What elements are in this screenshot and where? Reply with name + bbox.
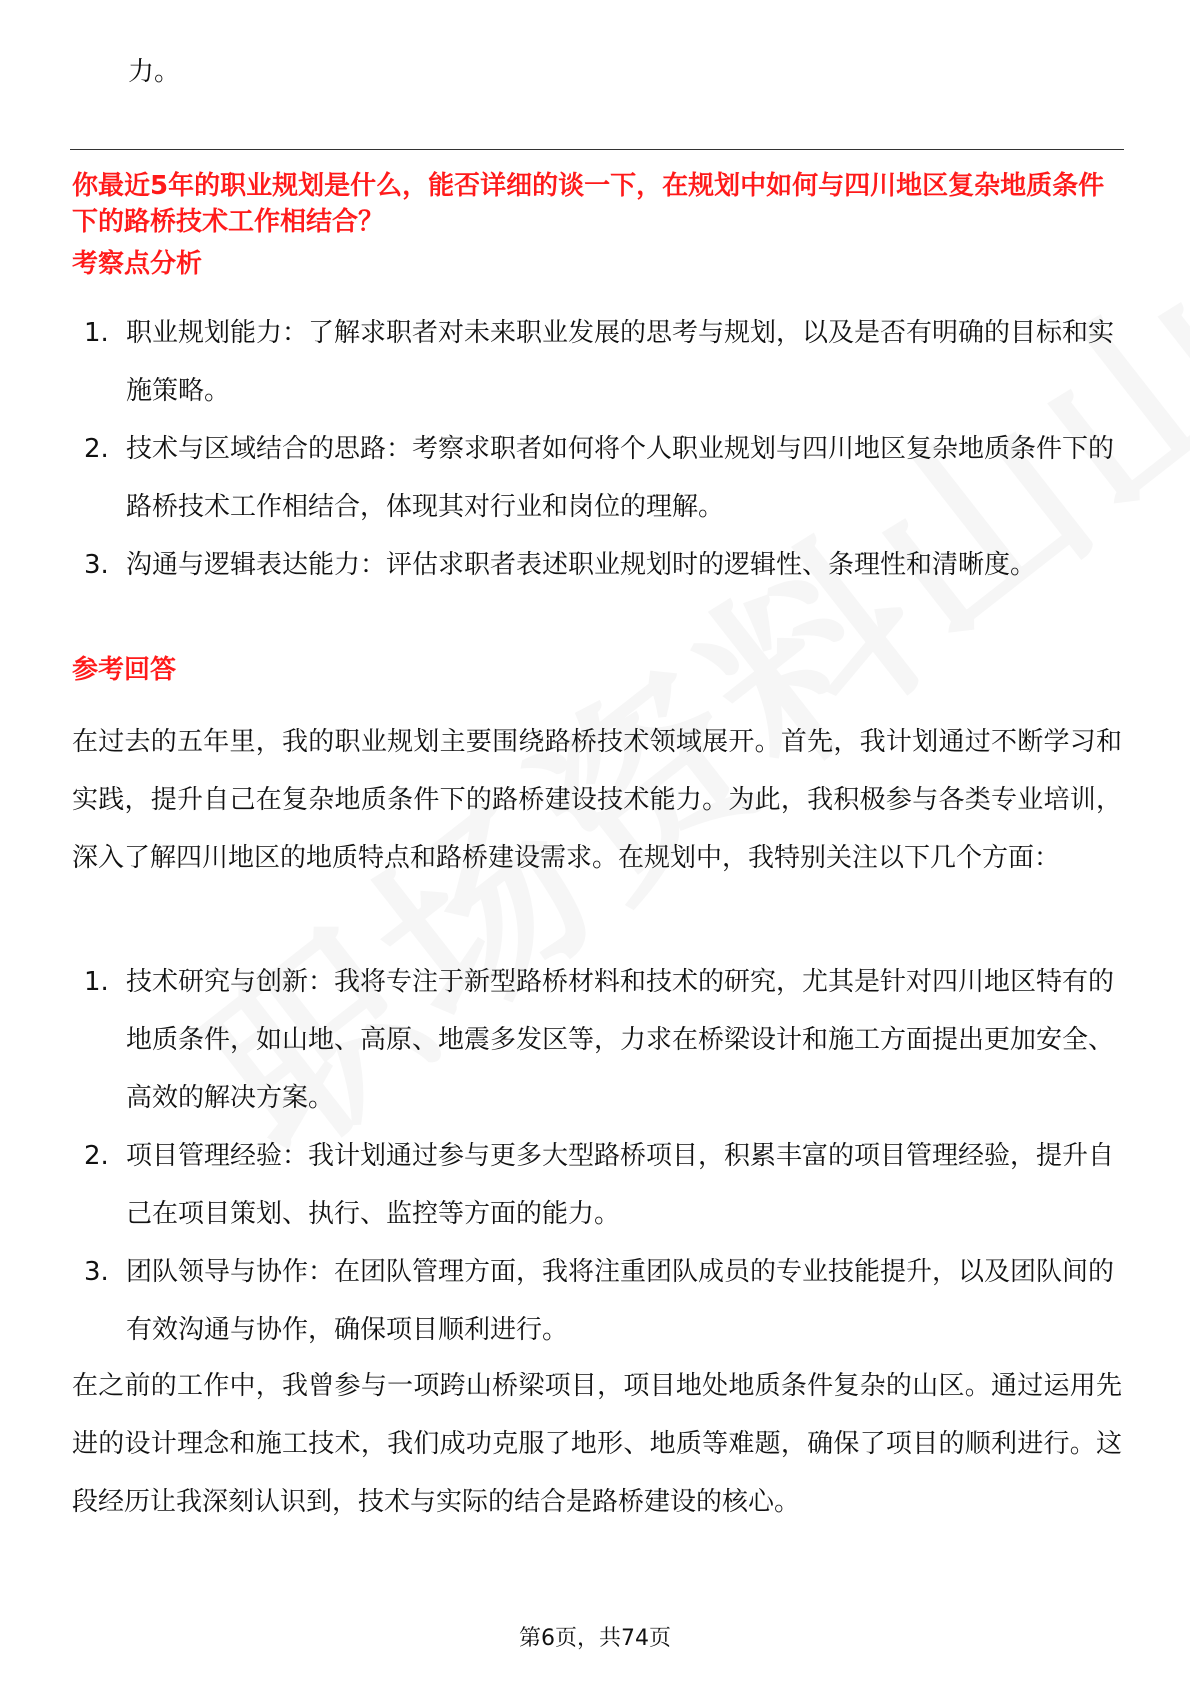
list-item bbox=[72, 536, 1122, 594]
analysis-list bbox=[72, 304, 1122, 594]
list-item bbox=[72, 304, 1122, 420]
continued-text: 力。 bbox=[128, 57, 181, 87]
list-item-number: 2. bbox=[84, 434, 109, 464]
list-item-number: 3. bbox=[84, 1257, 109, 1287]
answer-list bbox=[72, 953, 1122, 1359]
answer-title: 参考回答 bbox=[72, 655, 177, 685]
section-divider bbox=[70, 149, 1124, 150]
list-item-number: 2. bbox=[84, 1141, 109, 1171]
list-item-text: 沟通与逻辑表达能力：评估求职者表述职业规划时的逻辑性、条理性和清晰度。 bbox=[126, 550, 1037, 580]
answer-closing-paragraph: 在之前的工作中，我曾参与一项跨山桥梁项目，项目地处地质条件复杂的山区。通过运用先进的设计理念和施工技术，我们成功克服了地形、地质等难题，确保了项目的顺利进行。这段经历让我深刻认识到，技术与实际的结合是路桥建设的核心。 bbox=[72, 1371, 1122, 1517]
list-item-number: 1. bbox=[84, 318, 109, 348]
list-item bbox=[72, 1243, 1122, 1359]
question-heading: 你最近5年的职业规划是什么，能否详细的谈一下，在规划中如何与四川地区复杂地质条件下的路桥技术工作相结合？ bbox=[72, 171, 1105, 237]
list-item-text: 团队领导与协作：在团队管理方面，我将注重团队成员的专业技能提升，以及团队间的有效沟通与协作，确保项目顺利进行。 bbox=[126, 1257, 1115, 1345]
list-item-text: 项目管理经验：我计划通过参与更多大型路桥项目，积累丰富的项目管理经验，提升自己在项目策划、执行、监控等方面的能力。 bbox=[126, 1141, 1115, 1229]
analysis-title: 考察点分析 bbox=[72, 249, 203, 279]
list-item-text: 技术与区域结合的思路：考察求职者如何将个人职业规划与四川地区复杂地质条件下的路桥技术工作相结合，体现其对行业和岗位的理解。 bbox=[126, 434, 1115, 522]
list-item bbox=[72, 953, 1122, 1127]
list-item-number: 3. bbox=[84, 550, 109, 580]
list-item bbox=[72, 420, 1122, 536]
list-item-text: 职业规划能力：了解求职者对未来职业发展的思考与规划，以及是否有明确的目标和实施策略。 bbox=[126, 318, 1115, 406]
list-item bbox=[72, 1127, 1122, 1243]
answer-intro-paragraph: 在过去的五年里，我的职业规划主要围绕路桥技术领域展开。首先，我计划通过不断学习和实践，提升自己在复杂地质条件下的路桥建设技术能力。为此，我积极参与各类专业培训，深入了解四川地区的地质特点和路桥建设需求。在规划中，我特别关注以下几个方面： bbox=[72, 727, 1122, 873]
list-item-number: 1. bbox=[84, 967, 109, 997]
page-number-footer: 第6页，共74页 bbox=[519, 1626, 671, 1651]
list-item-text: 技术研究与创新：我将专注于新型路桥材料和技术的研究，尤其是针对四川地区特有的地质条件，如山地、高原、地震多发区等，力求在桥梁设计和施工方面提出更加安全、高效的解决方案。 bbox=[126, 967, 1115, 1113]
